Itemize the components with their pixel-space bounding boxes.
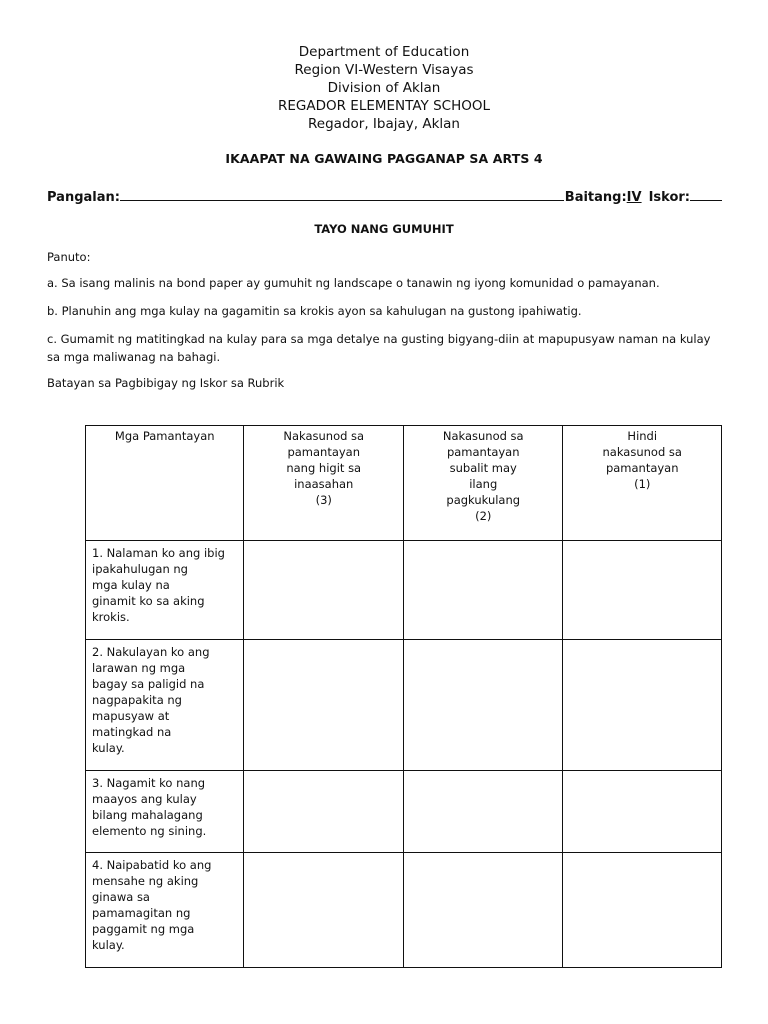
header-score-1: Hindi nakasunod sa pamantayan (1)	[563, 426, 722, 541]
header-address: Regador, Ibajay, Aklan	[308, 116, 460, 132]
score-cell[interactable]	[563, 640, 722, 771]
header-department: Department of Education	[298, 44, 470, 60]
rubric-table	[85, 425, 722, 968]
table-row	[86, 541, 722, 640]
instruction-c: c. Gumamit ng matitingkad na kulay para sa mga detalye na gusting bigyang-diin at mapupusyaw naman na kulay sa mga maliwanag na bahagi.	[47, 332, 711, 364]
header-region: Region VI-Western Visayas	[294, 62, 474, 78]
score-cell[interactable]	[403, 771, 563, 853]
score-cell[interactable]	[403, 541, 563, 640]
score-cell[interactable]	[563, 771, 722, 853]
header-criteria: Mga Pamantayan	[86, 426, 244, 541]
name-label: Pangalan:	[47, 190, 120, 205]
criterion-1: 1. Nalaman ko ang ibig ipakahulugan ng mga kulay na ginamit ko sa aking krokis.	[86, 541, 244, 640]
score-cell[interactable]	[563, 541, 722, 640]
criterion-4: 4. Naipabatid ko ang mensahe ng aking ginawa sa pamamagitan ng paggamit ng mga kulay.	[86, 853, 244, 968]
header-school: REGADOR ELEMENTAY SCHOOL	[278, 98, 490, 114]
worksheet-title: IKAAPAT NA GAWAING PAGGANAP SA ARTS 4	[225, 151, 543, 166]
header-score-3: Nakasunod sa pamantayan nang higit sa inaasahan (3)	[244, 426, 404, 541]
table-row	[86, 771, 722, 853]
rubric-header-row	[86, 426, 722, 541]
grade-label: Baitang:	[564, 190, 627, 205]
header-division: Division of Aklan	[327, 80, 441, 96]
table-row	[86, 640, 722, 771]
header-score-2: Nakasunod sa pamantayan subalit may ilang pagkukulang (2)	[403, 426, 563, 541]
activity-subtitle: TAYO NANG GUMUHIT	[314, 222, 454, 236]
table-row	[86, 853, 722, 968]
rubric-intro: Batayan sa Pagbibigay ng Iskor sa Rubrik	[47, 376, 285, 390]
score-cell[interactable]	[403, 853, 563, 968]
grade-value: IV	[626, 190, 642, 205]
score-cell[interactable]	[244, 853, 404, 968]
instruction-b: b. Planuhin ang mga kulay na gagamitin sa krokis ayon sa kahulugan na gustong ipahiwatig.	[47, 304, 582, 318]
document-header	[0, 43, 768, 133]
score-cell[interactable]	[244, 541, 404, 640]
score-cell[interactable]	[403, 640, 563, 771]
score-cell[interactable]	[563, 853, 722, 968]
instructions-heading: Panuto:	[47, 250, 91, 264]
score-blank[interactable]	[690, 187, 722, 201]
instruction-a: a. Sa isang malinis na bond paper ay gumuhit ng landscape o tanawin ng iyong komunidad o pamayanan.	[47, 276, 660, 290]
criterion-2: 2. Nakulayan ko ang larawan ng mga bagay sa paligid na nagpapakita ng mapusyaw at matingkad na kulay.	[86, 640, 244, 771]
score-cell[interactable]	[244, 640, 404, 771]
name-blank[interactable]	[120, 187, 564, 201]
criterion-3: 3. Nagamit ko nang maayos ang kulay bilang mahalagang elemento ng sining.	[86, 771, 244, 853]
student-info-line	[47, 187, 722, 205]
score-cell[interactable]	[244, 771, 404, 853]
score-label: Iskor:	[648, 190, 690, 205]
